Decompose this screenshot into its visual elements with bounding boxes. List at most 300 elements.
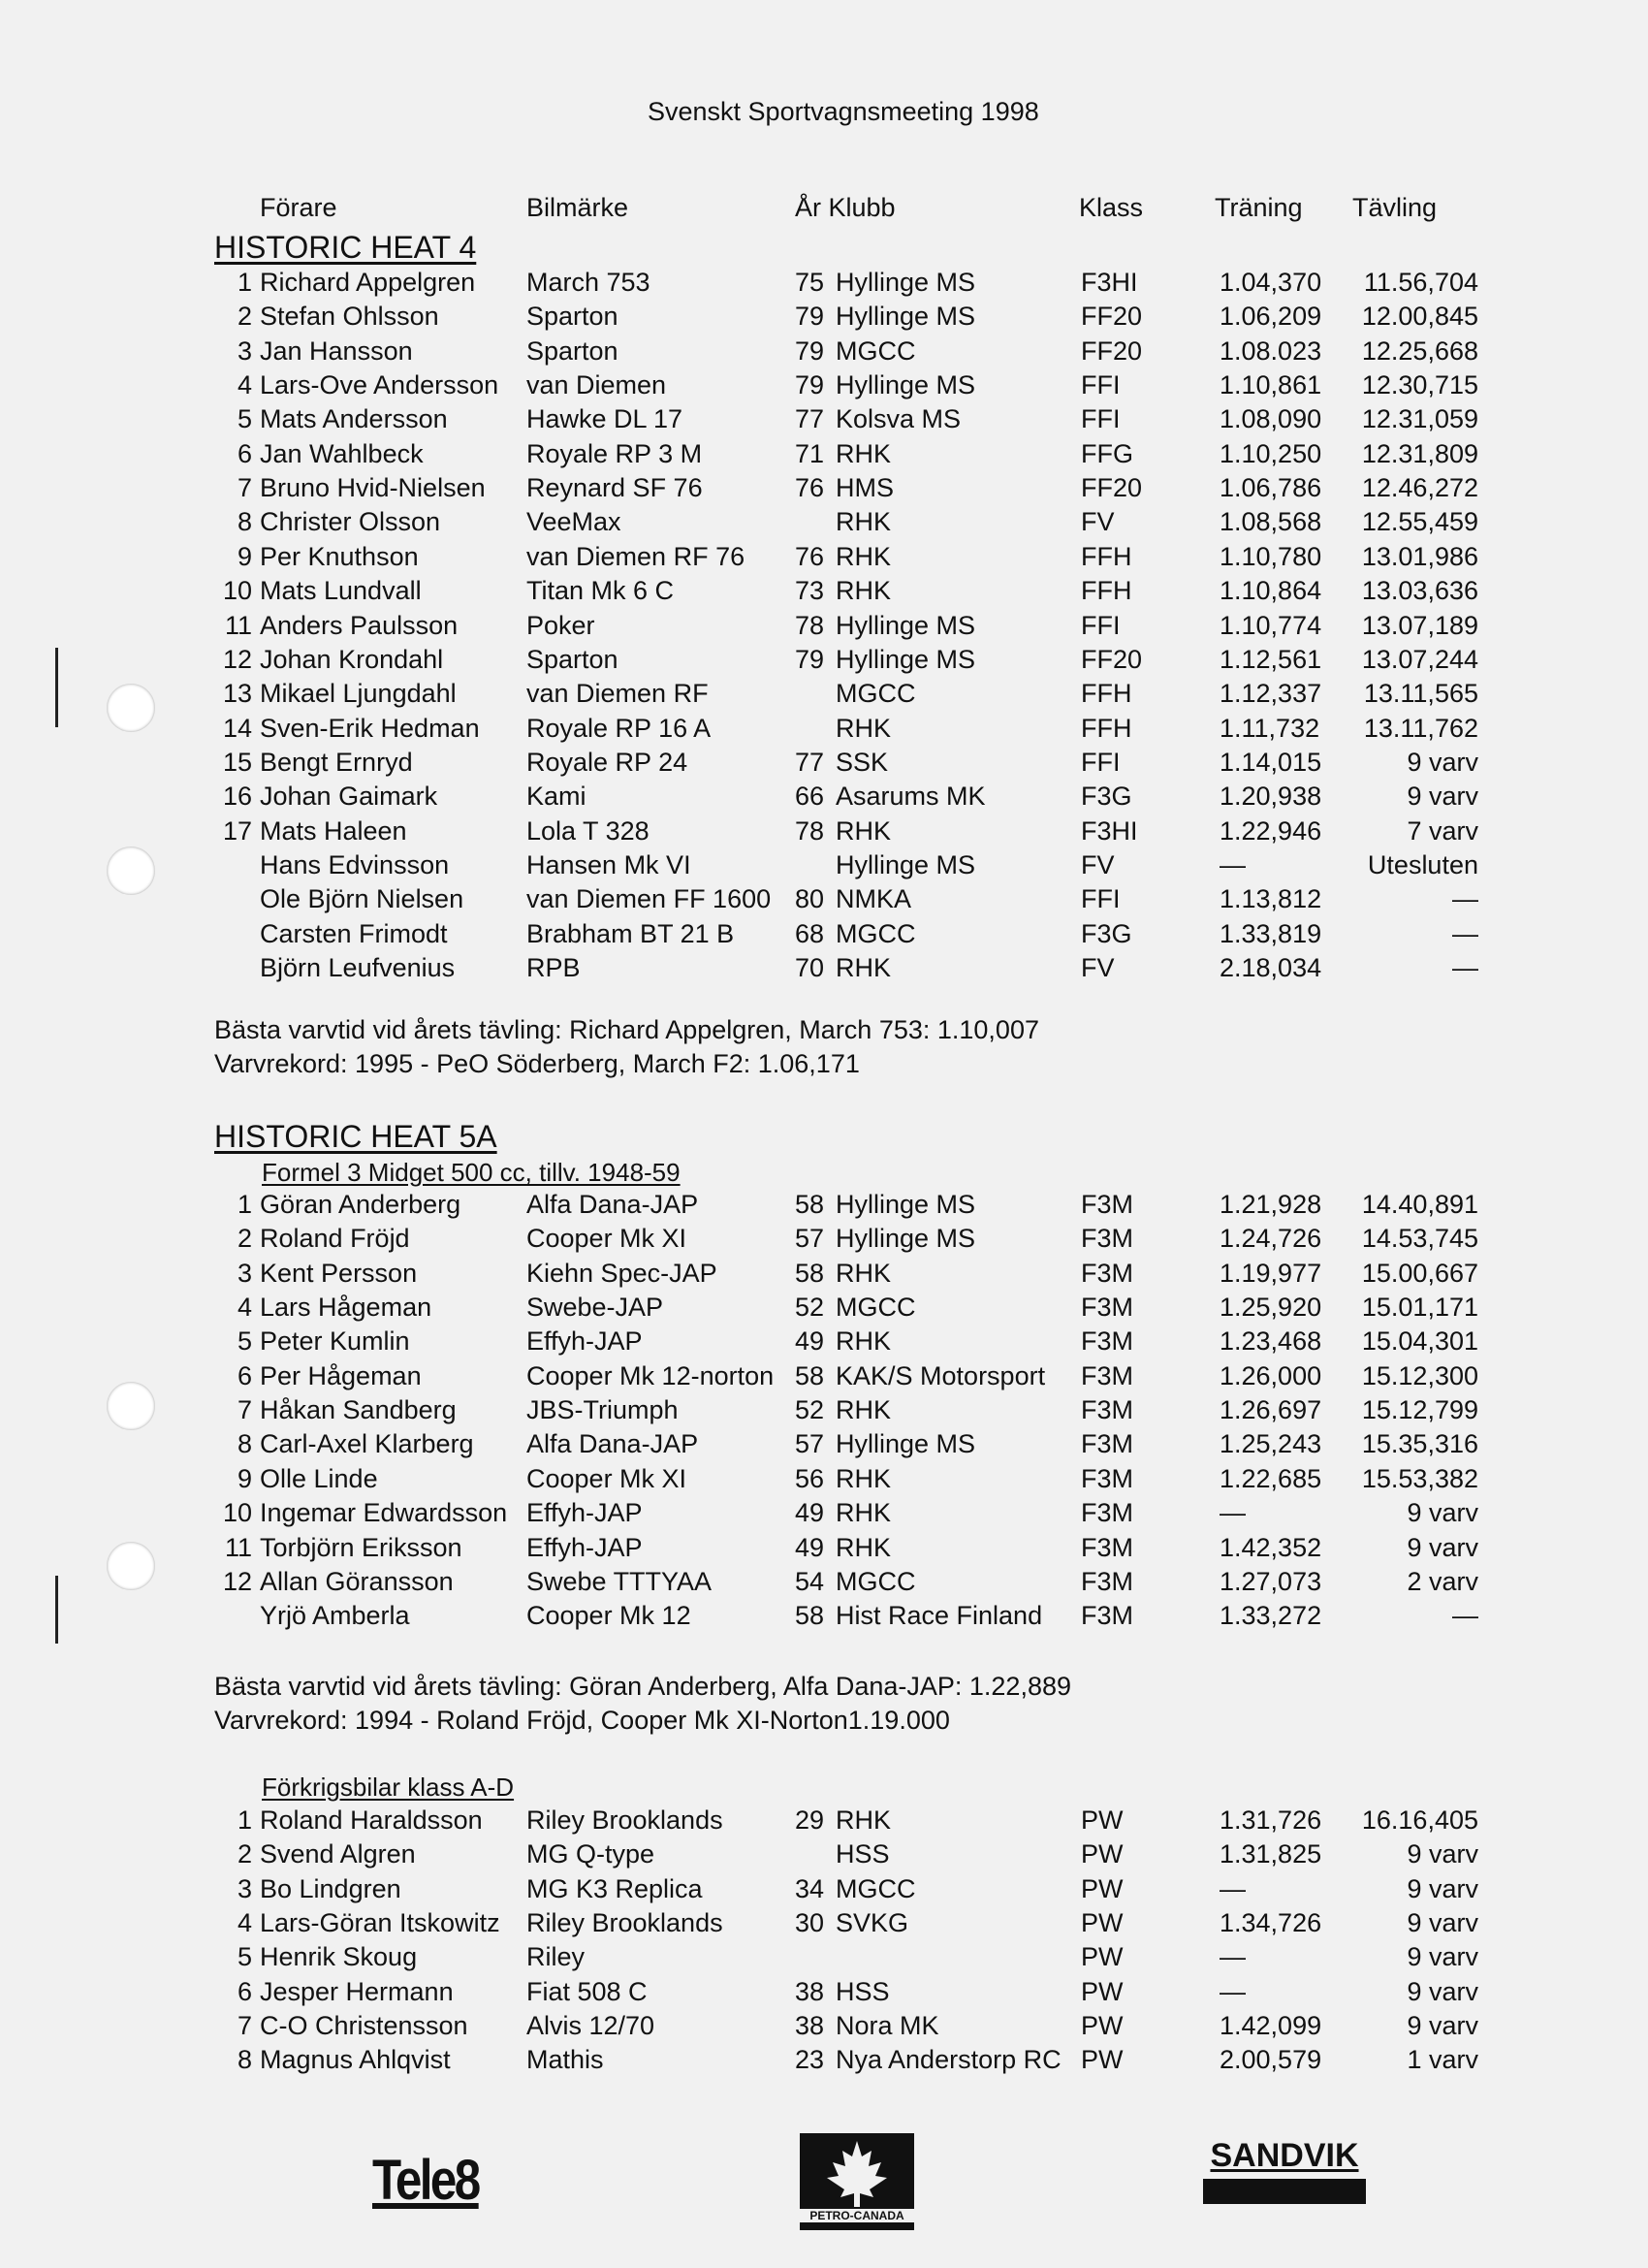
sandvik-wordmark: SANDVIK — [1210, 2137, 1359, 2174]
cell-klass: FF20 — [1081, 302, 1143, 332]
cell-klass: F3G — [1081, 782, 1132, 812]
cell-year: 76 — [795, 473, 825, 503]
cell-race: 15.04,301 — [1361, 1326, 1478, 1357]
cell-club: Hyllinge MS — [836, 1190, 976, 1219]
cell-race: 15.53,382 — [1361, 1463, 1478, 1493]
cell-club: RHK — [836, 953, 892, 982]
cell-pos: 12 — [222, 644, 252, 674]
cell-year: 71 — [795, 438, 825, 468]
cell-training: 1.21,928 — [1220, 1190, 1322, 1219]
sandvik-logo — [1202, 2137, 1367, 2204]
cell-club: RHK — [836, 1395, 892, 1425]
cell-club: MGCC — [836, 1566, 916, 1596]
cell-pos: 11 — [224, 610, 252, 640]
cell-race: 9 varv — [1407, 1498, 1478, 1528]
heat4-title: HISTORIC HEAT 4 — [214, 230, 477, 265]
cell-year: 80 — [795, 884, 825, 914]
cell-car: Swebe-JAP — [526, 1293, 664, 1323]
cell-driver: Carsten Frimodt — [260, 918, 448, 948]
cell-year: 73 — [795, 576, 825, 606]
result-row — [0, 1498, 1648, 1532]
cell-pos: 5 — [237, 1326, 252, 1357]
cell-klass: F3M — [1081, 1224, 1133, 1254]
cell-club: Kolsva MS — [836, 404, 962, 434]
result-row — [0, 302, 1648, 335]
cell-race: 11.56,704 — [1363, 268, 1478, 297]
result-row — [0, 2045, 1648, 2079]
cell-training: 1.08.023 — [1220, 335, 1322, 366]
cell-club: RHK — [836, 1498, 892, 1528]
result-row — [0, 1464, 1648, 1498]
cell-club: RHK — [836, 1532, 892, 1562]
cell-car: VeeMax — [526, 507, 621, 537]
cell-pos: 9 — [237, 1463, 252, 1493]
cell-driver: Peter Kumlin — [260, 1326, 410, 1357]
cell-club: RHK — [836, 713, 892, 743]
cell-race: 9 varv — [1407, 1873, 1478, 1903]
cell-year: 77 — [795, 747, 825, 777]
result-row — [0, 1908, 1648, 1942]
cell-training: — — [1220, 1976, 1246, 2006]
result-row — [0, 714, 1648, 748]
cell-race: 9 varv — [1407, 782, 1478, 812]
cell-year: 52 — [795, 1293, 825, 1323]
cell-pos: 15 — [222, 747, 252, 777]
cell-race: 9 varv — [1407, 1976, 1478, 2006]
cell-club: RHK — [836, 438, 892, 468]
cell-pos: 14 — [222, 713, 252, 743]
cell-car: MG Q-type — [526, 1839, 655, 1869]
cell-klass: F3M — [1081, 1258, 1133, 1288]
cell-race: 13.11,762 — [1363, 713, 1478, 743]
cell-club: RHK — [836, 815, 892, 846]
cell-training: — — [1220, 1942, 1246, 1972]
cell-club: Nora MK — [836, 2011, 939, 2041]
result-row — [0, 884, 1648, 918]
cell-training: 1.23,468 — [1220, 1326, 1322, 1357]
cell-club: MGCC — [836, 1873, 916, 1903]
result-row — [0, 542, 1648, 576]
cell-race: — — [1452, 884, 1478, 914]
cell-pos: 13 — [222, 679, 252, 709]
cell-klass: PW — [1081, 1839, 1124, 1869]
result-row — [0, 919, 1648, 953]
result-row — [0, 2011, 1648, 2045]
cell-training: 1.12,337 — [1220, 679, 1322, 709]
cell-car: JBS-Triumph — [526, 1395, 679, 1425]
cell-club: Hyllinge MS — [836, 1429, 976, 1459]
cell-driver: Sven-Erik Hedman — [260, 713, 480, 743]
result-row — [0, 507, 1648, 541]
cell-race: 1 varv — [1407, 2045, 1478, 2075]
page-title: Svenskt Sportvagnsmeeting 1998 — [648, 97, 1039, 126]
cell-year: 70 — [795, 953, 825, 982]
cell-klass: F3M — [1081, 1463, 1133, 1493]
result-row — [0, 473, 1648, 507]
cell-pos: 5 — [237, 1942, 252, 1972]
cell-club: RHK — [836, 1258, 892, 1288]
cell-klass: FFG — [1081, 438, 1133, 468]
cell-training: 1.10,861 — [1220, 370, 1322, 400]
cell-driver: Yrjö Amberla — [260, 1601, 410, 1631]
cell-klass: FFI — [1081, 610, 1121, 640]
cell-club: HSS — [836, 1976, 890, 2006]
cell-klass: PW — [1081, 1805, 1124, 1835]
cell-car: Royale RP 24 — [526, 747, 688, 777]
cell-race: 13.11,565 — [1363, 679, 1478, 709]
cell-driver: Per Hågeman — [260, 1360, 422, 1390]
cell-driver: Jesper Hermann — [260, 1976, 454, 2006]
cell-club: Hyllinge MS — [836, 644, 976, 674]
cell-club: Hyllinge MS — [836, 302, 976, 332]
cell-pos: 16 — [222, 782, 252, 812]
cell-club: Asarums MK — [836, 782, 986, 812]
cell-klass: FFH — [1081, 679, 1132, 709]
cell-klass: F3M — [1081, 1429, 1133, 1459]
cell-training: 1.31,726 — [1220, 1805, 1322, 1835]
cell-driver: Henrik Skoug — [260, 1942, 418, 1972]
result-row — [0, 1224, 1648, 1258]
cell-training: 1.10,250 — [1220, 438, 1322, 468]
cell-driver: Mats Andersson — [260, 404, 448, 434]
cell-training: 1.19,977 — [1220, 1258, 1322, 1288]
cell-car: Cooper Mk 12 — [526, 1601, 691, 1631]
cell-pos: 4 — [237, 1908, 252, 1938]
cell-year: 58 — [795, 1190, 825, 1219]
cell-training: 1.12,561 — [1220, 644, 1322, 674]
cell-pos: 2 — [237, 302, 252, 332]
cell-driver: Svend Algren — [260, 1839, 416, 1869]
cell-year: 58 — [795, 1258, 825, 1288]
cell-club: RHK — [836, 1805, 892, 1835]
cell-training: 1.06,786 — [1220, 473, 1322, 503]
cell-pos: 6 — [237, 1976, 252, 2006]
cell-race: 2 varv — [1407, 1566, 1478, 1596]
cell-race: 13.07,189 — [1361, 610, 1478, 640]
cell-car: Cooper Mk 12-norton — [526, 1360, 775, 1390]
cell-driver: Richard Appelgren — [260, 268, 476, 297]
result-row — [0, 953, 1648, 987]
cell-race: 12.31,809 — [1361, 438, 1478, 468]
cell-race: 15.00,667 — [1361, 1258, 1478, 1288]
cell-race: 9 varv — [1407, 1942, 1478, 1972]
cell-car: Cooper Mk XI — [526, 1463, 687, 1493]
cell-club: MGCC — [836, 335, 916, 366]
cell-year: 38 — [795, 1976, 825, 2006]
cell-year: 75 — [795, 268, 825, 297]
cell-club: RHK — [836, 507, 892, 537]
cell-klass: FFI — [1081, 884, 1121, 914]
cell-klass: FF20 — [1081, 335, 1143, 366]
cell-training: 1.08,090 — [1220, 404, 1322, 434]
cell-club: SVKG — [836, 1908, 909, 1938]
cell-car: RPB — [526, 953, 581, 982]
cell-driver: Ingemar Edwardsson — [260, 1498, 508, 1528]
cell-car: Royale RP 16 A — [526, 713, 712, 743]
cell-training: 1.42,352 — [1220, 1532, 1322, 1562]
cell-training: 1.26,697 — [1220, 1395, 1322, 1425]
heat4-lap-record: Varvrekord: 1995 - PeO Söderberg, March F2: 1.06,171 — [214, 1049, 860, 1078]
result-row — [0, 1190, 1648, 1224]
cell-pos: 10 — [222, 1498, 252, 1528]
col-race: Tävling — [1352, 193, 1438, 222]
cell-klass: FFI — [1081, 404, 1121, 434]
cell-race: 16.16,405 — [1361, 1805, 1478, 1835]
cell-pos: 7 — [237, 473, 252, 503]
cell-race: 13.01,986 — [1361, 541, 1478, 571]
cell-driver: Anders Paulsson — [260, 610, 459, 640]
cell-klass: F3G — [1081, 918, 1132, 948]
cell-driver: Bo Lindgren — [260, 1873, 401, 1903]
heat5a-best-lap: Bästa varvtid vid årets tävling: Göran Anderberg, Alfa Dana-JAP: 1.22,889 — [214, 1672, 1071, 1701]
cell-pos: 1 — [237, 1805, 252, 1835]
cell-training: 1.25,243 — [1220, 1429, 1322, 1459]
cell-car: Kami — [526, 782, 586, 812]
cell-club: RHK — [836, 1463, 892, 1493]
cell-car: Brabham BT 21 B — [526, 918, 735, 948]
cell-year: 76 — [795, 541, 825, 571]
cell-year: 30 — [795, 1908, 825, 1938]
cell-klass: PW — [1081, 1942, 1124, 1972]
col-klass: Klass — [1079, 193, 1144, 222]
column-headers — [0, 193, 1648, 226]
cell-car: Riley Brooklands — [526, 1805, 723, 1835]
cell-car: van Diemen FF 1600 — [526, 884, 772, 914]
cell-club: MGCC — [836, 1293, 916, 1323]
cell-klass: FFH — [1081, 576, 1132, 606]
cell-klass: FFH — [1081, 541, 1132, 571]
cell-training: 1.27,073 — [1220, 1566, 1322, 1596]
cell-pos: 3 — [237, 1258, 252, 1288]
cell-klass: F3M — [1081, 1360, 1133, 1390]
cell-pos: 6 — [237, 438, 252, 468]
cell-race: 12.31,059 — [1361, 404, 1478, 434]
cell-car: Hansen Mk VI — [526, 849, 691, 879]
cell-race: 9 varv — [1407, 2011, 1478, 2041]
cell-club: Hist Race Finland — [836, 1601, 1043, 1631]
cell-car: Fiat 508 C — [526, 1976, 648, 2006]
cell-car: Riley Brooklands — [526, 1908, 723, 1938]
tele8-logo: Tele8 — [372, 2149, 479, 2212]
cell-training: 1.26,000 — [1220, 1360, 1322, 1390]
cell-training: 1.08,568 — [1220, 507, 1322, 537]
cell-year: 79 — [795, 335, 825, 366]
cell-year: 54 — [795, 1566, 825, 1596]
cell-driver: Jan Wahlbeck — [260, 438, 424, 468]
cell-car: van Diemen RF 76 — [526, 541, 745, 571]
cell-car: Sparton — [526, 335, 618, 366]
cell-car: March 753 — [526, 268, 650, 297]
cell-year: 34 — [795, 1873, 825, 1903]
cell-pos: 5 — [237, 404, 252, 434]
cell-year: 57 — [795, 1429, 825, 1459]
cell-year: 58 — [795, 1360, 825, 1390]
cell-year: 38 — [795, 2011, 825, 2041]
cell-pos: 11 — [224, 1532, 252, 1562]
cell-driver: Lars Hågeman — [260, 1293, 432, 1323]
cell-car: Effyh-JAP — [526, 1498, 643, 1528]
cell-club: RHK — [836, 541, 892, 571]
cell-club: Hyllinge MS — [836, 610, 976, 640]
cell-car: Reynard SF 76 — [526, 473, 703, 503]
cell-klass: F3M — [1081, 1601, 1133, 1631]
cell-klass: FFI — [1081, 747, 1121, 777]
cell-race: 12.46,272 — [1361, 473, 1478, 503]
result-row — [0, 268, 1648, 302]
cell-year: 56 — [795, 1463, 825, 1493]
cell-car: Hawke DL 17 — [526, 404, 683, 434]
cell-driver: Mats Lundvall — [260, 576, 422, 606]
cell-driver: Mats Haleen — [260, 815, 407, 846]
cell-klass: FF20 — [1081, 473, 1143, 503]
cell-race: 15.12,799 — [1361, 1395, 1478, 1425]
cell-car: Riley — [526, 1942, 586, 1972]
cell-training: 1.06,209 — [1220, 302, 1322, 332]
cell-car: van Diemen — [526, 370, 667, 400]
cell-driver: Mikael Ljungdahl — [260, 679, 457, 709]
cell-klass: FV — [1081, 849, 1115, 879]
result-row — [0, 1259, 1648, 1293]
cell-club: MGCC — [836, 918, 916, 948]
cell-training: 1.11,732 — [1220, 713, 1320, 743]
cell-driver: Jan Hansson — [260, 335, 413, 366]
cell-training: 1.31,825 — [1220, 1839, 1322, 1869]
cell-car: Cooper Mk XI — [526, 1224, 687, 1254]
cell-driver: Allan Göransson — [260, 1566, 454, 1596]
cell-car: Effyh-JAP — [526, 1532, 643, 1562]
cell-race: 15.01,171 — [1361, 1293, 1478, 1323]
result-row — [0, 611, 1648, 645]
cell-training: 1.34,726 — [1220, 1908, 1322, 1938]
result-row — [0, 679, 1648, 713]
cell-driver: Carl-Axel Klarberg — [260, 1429, 474, 1459]
result-row — [0, 1395, 1648, 1429]
cell-driver: Hans Edvinsson — [260, 849, 450, 879]
cell-race: 13.03,636 — [1361, 576, 1478, 606]
cell-klass: FFH — [1081, 713, 1132, 743]
cell-car: Lola T 328 — [526, 815, 650, 846]
result-row — [0, 1874, 1648, 1908]
cell-pos: 7 — [237, 1395, 252, 1425]
cell-klass: F3M — [1081, 1326, 1133, 1357]
cell-klass: F3M — [1081, 1395, 1133, 1425]
cell-race: 12.00,845 — [1361, 302, 1478, 332]
cell-pos: 6 — [237, 1360, 252, 1390]
cell-driver: Håkan Sandberg — [260, 1395, 457, 1425]
cell-race: 14.40,891 — [1361, 1190, 1478, 1219]
cell-club: MGCC — [836, 679, 916, 709]
cell-pos: 8 — [237, 507, 252, 537]
cell-car: Alfa Dana-JAP — [526, 1429, 699, 1459]
cell-year: 23 — [795, 2045, 825, 2075]
cell-race: 9 varv — [1407, 1908, 1478, 1938]
cell-training: 1.42,099 — [1220, 2011, 1322, 2041]
cell-pos: 4 — [237, 370, 252, 400]
cell-race: Utesluten — [1367, 849, 1478, 879]
result-row — [0, 1601, 1648, 1635]
cell-klass: F3M — [1081, 1293, 1133, 1323]
cell-pos: 17 — [222, 815, 252, 846]
cell-car: Poker — [526, 610, 595, 640]
result-row — [0, 816, 1648, 850]
cell-training: 1.22,946 — [1220, 815, 1322, 846]
result-row — [0, 850, 1648, 884]
cell-race: — — [1452, 953, 1478, 982]
cell-car: Kiehn Spec-JAP — [526, 1258, 717, 1288]
cell-driver: Lars-Göran Itskowitz — [260, 1908, 500, 1938]
result-row — [0, 1326, 1648, 1360]
cell-pos: 4 — [237, 1293, 252, 1323]
cell-race: 12.25,668 — [1361, 335, 1478, 366]
cell-pos: 7 — [237, 2011, 252, 2041]
cell-training: 1.22,685 — [1220, 1463, 1322, 1493]
cell-year: 57 — [795, 1224, 825, 1254]
cell-pos: 10 — [222, 576, 252, 606]
cell-pos: 1 — [237, 268, 252, 297]
cell-training: 1.14,015 — [1220, 747, 1322, 777]
result-row — [0, 1429, 1648, 1463]
cell-club: Hyllinge MS — [836, 268, 976, 297]
cell-training: 1.20,938 — [1220, 782, 1322, 812]
cell-driver: Roland Haraldsson — [260, 1805, 483, 1835]
cell-training: — — [1220, 849, 1246, 879]
cell-klass: FFI — [1081, 370, 1121, 400]
cell-club: NMKA — [836, 884, 912, 914]
cell-klass: F3M — [1081, 1566, 1133, 1596]
cell-pos: 2 — [237, 1839, 252, 1869]
cell-race: 12.30,715 — [1361, 370, 1478, 400]
cell-klass: F3M — [1081, 1190, 1133, 1219]
cell-driver: Johan Krondahl — [260, 644, 444, 674]
cell-year: 79 — [795, 370, 825, 400]
heat5a-lap-record: Varvrekord: 1994 - Roland Fröjd, Cooper Mk XI-Norton1.19.000 — [214, 1706, 950, 1735]
cell-pos: 8 — [237, 2045, 252, 2075]
cell-club: Hyllinge MS — [836, 1224, 976, 1254]
cell-klass: FF20 — [1081, 644, 1143, 674]
cell-year: 49 — [795, 1498, 825, 1528]
cell-training: 1.10,774 — [1220, 610, 1322, 640]
cell-training: 1.25,920 — [1220, 1293, 1322, 1323]
cell-klass: FV — [1081, 507, 1115, 537]
cell-driver: Lars-Ove Andersson — [260, 370, 499, 400]
result-row — [0, 576, 1648, 610]
cell-driver: Kent Persson — [260, 1258, 418, 1288]
result-row — [0, 748, 1648, 782]
cell-klass: PW — [1081, 1976, 1124, 2006]
col-training: Träning — [1215, 193, 1303, 222]
cell-driver: Stefan Ohlsson — [260, 302, 439, 332]
cell-year: 29 — [795, 1805, 825, 1835]
prewar-subtitle: Förkrigsbilar klass A-D — [262, 1773, 515, 1802]
cell-klass: FV — [1081, 953, 1115, 982]
sandvik-emblem — [1203, 2179, 1366, 2204]
result-row — [0, 645, 1648, 679]
cell-club: Hyllinge MS — [836, 849, 976, 879]
cell-pos: 3 — [237, 335, 252, 366]
cell-car: van Diemen RF — [526, 679, 709, 709]
cell-club: SSK — [836, 747, 889, 777]
cell-klass: F3HI — [1081, 815, 1138, 846]
cell-driver: Torbjörn Eriksson — [260, 1532, 462, 1562]
cell-club: KAK/S Motorsport — [836, 1360, 1046, 1390]
cell-club: Nya Anderstorp RC — [836, 2045, 1062, 2075]
cell-training: 2.00,579 — [1220, 2045, 1322, 2075]
col-car: Bilmärke — [526, 193, 629, 222]
cell-driver: Johan Gaimark — [260, 782, 438, 812]
result-row — [0, 1942, 1648, 1976]
heat5a-subtitle: Formel 3 Midget 500 cc, tillv. 1948-59 — [262, 1158, 681, 1187]
cell-race: 14.53,745 — [1361, 1224, 1478, 1254]
